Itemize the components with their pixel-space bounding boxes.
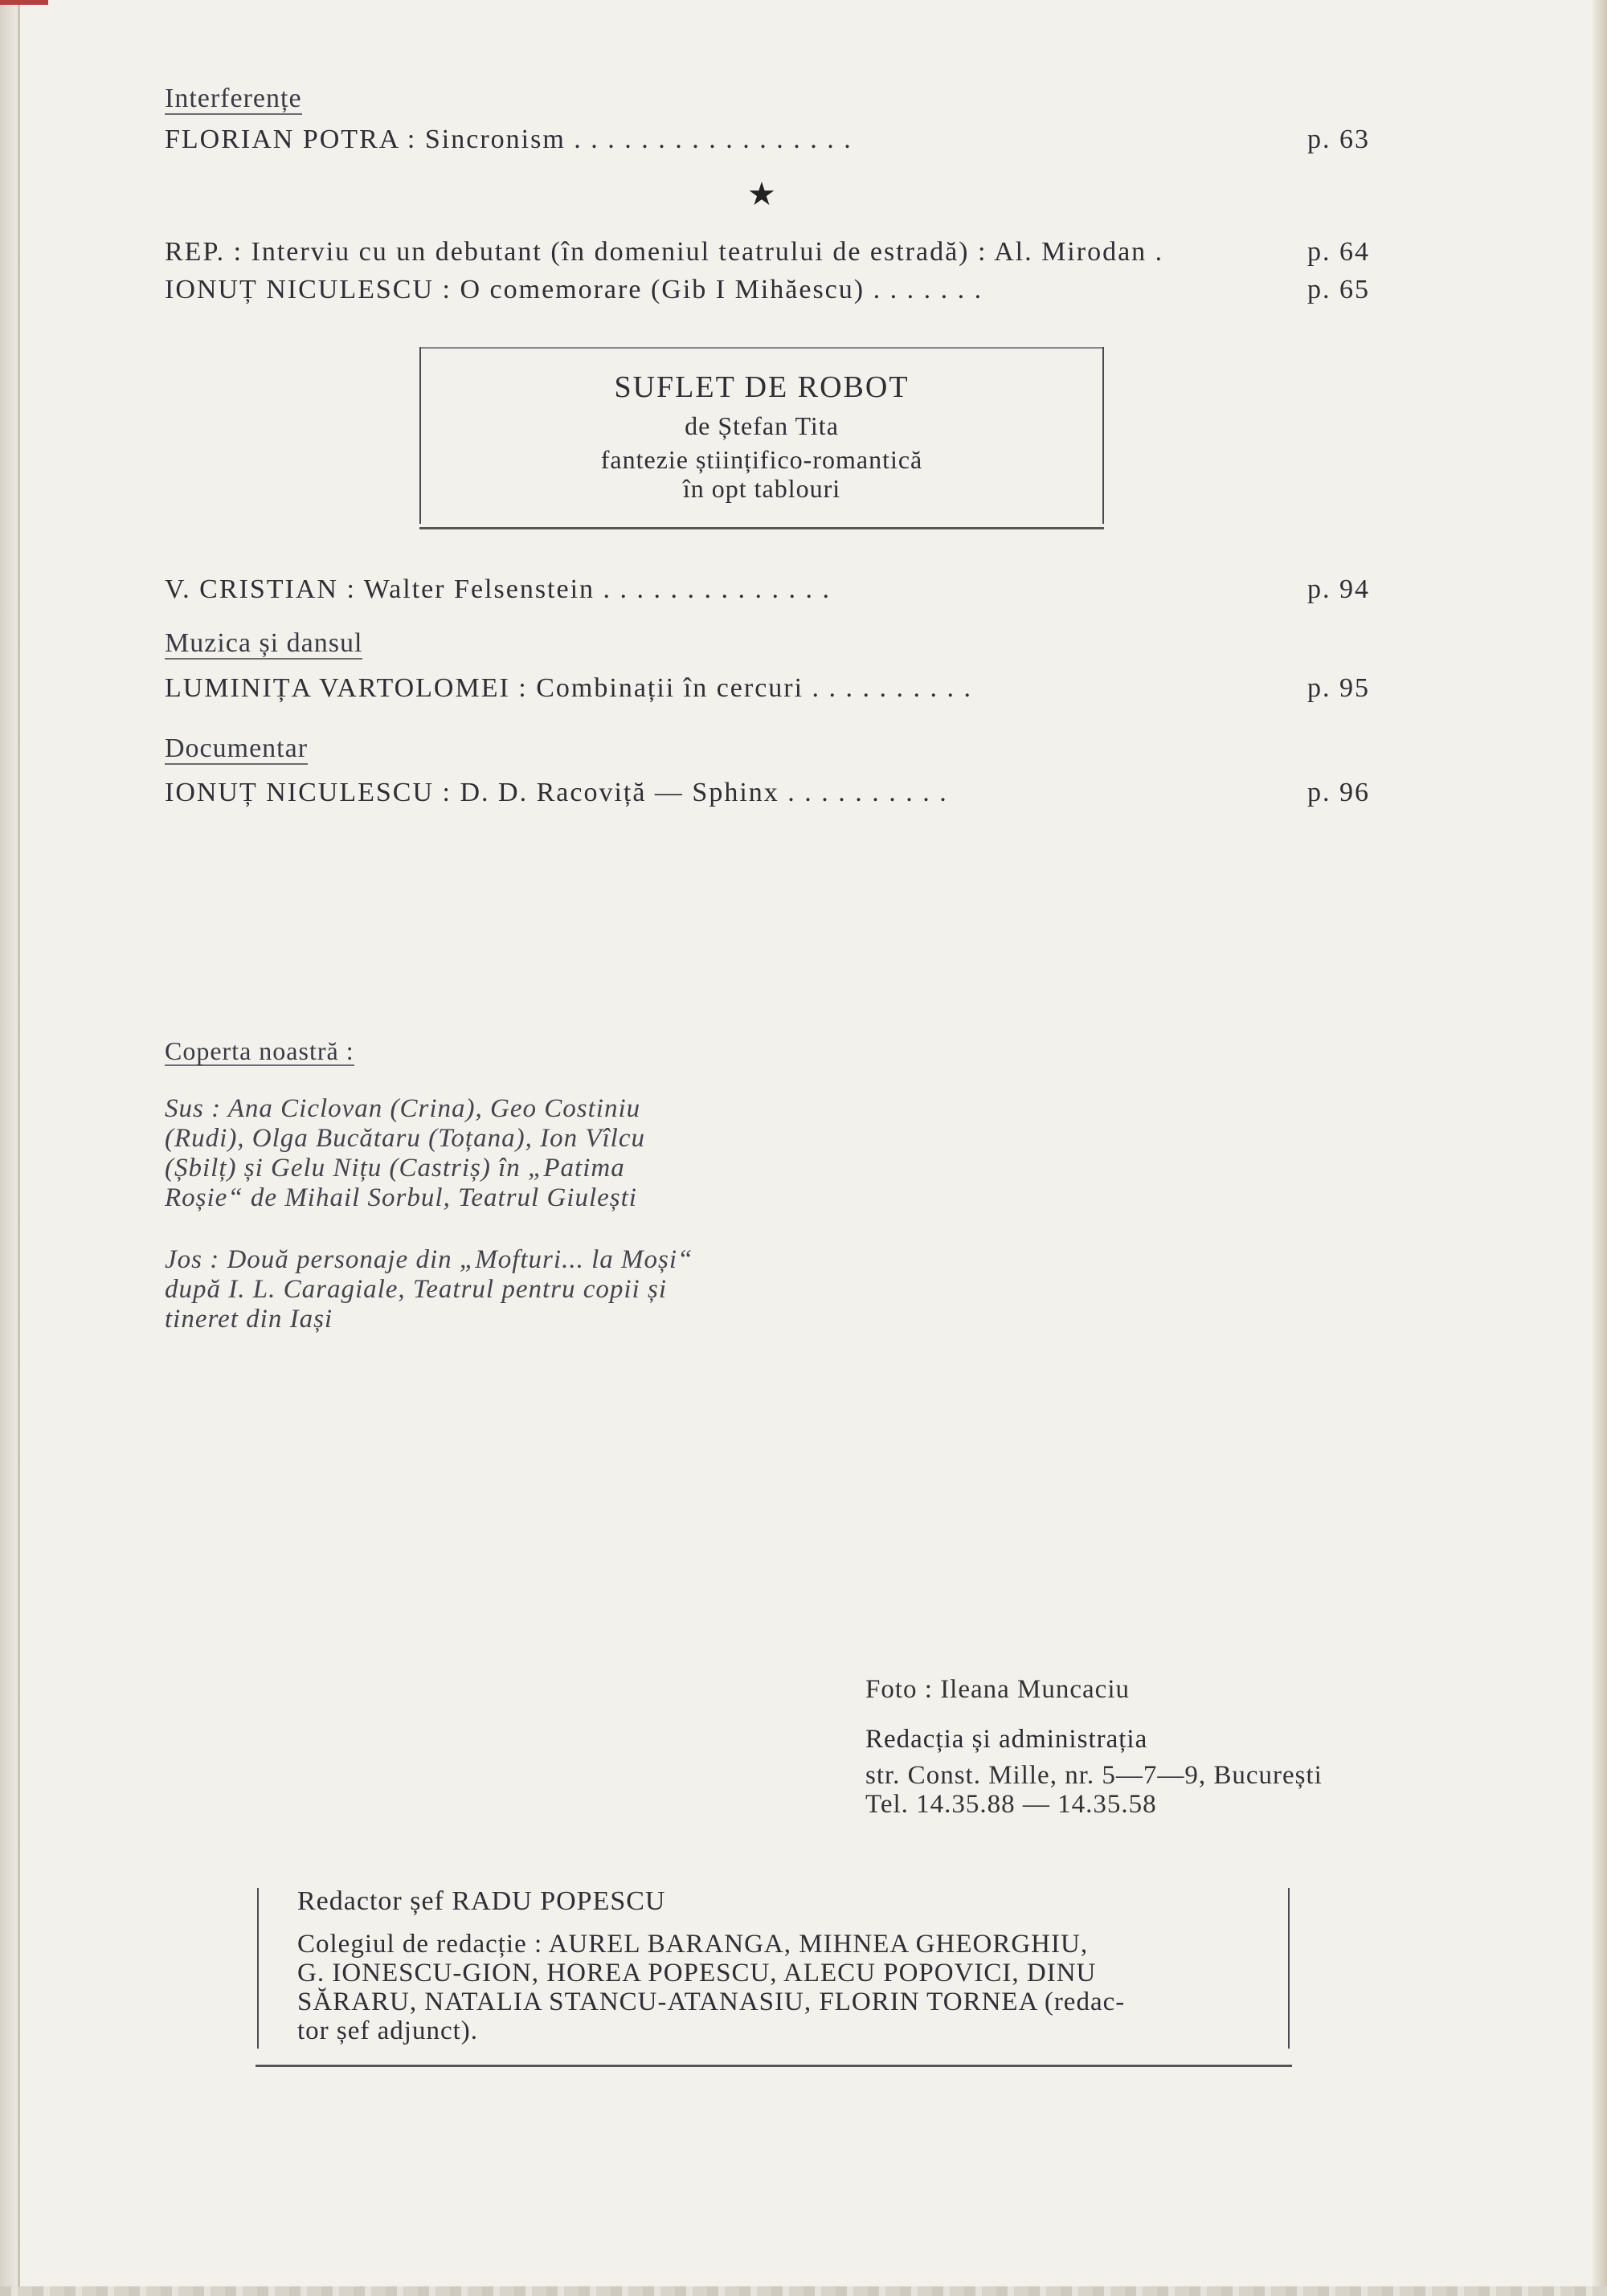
toc-entry-page: p. 64 bbox=[1307, 237, 1370, 267]
cover-note-top bbox=[165, 1094, 783, 1213]
toc-entry[interactable] bbox=[165, 574, 1370, 610]
toc-entry[interactable] bbox=[165, 673, 1370, 709]
toc-entry-text: REP. : Interviu cu un debutant (în domeniul teatrului de estradă) : Al. Mirodan . bbox=[165, 237, 1164, 267]
toc-entry-text: IONUȚ NICULESCU : D. D. Racoviță — Sphinx . . . . . . . . . . bbox=[165, 778, 948, 807]
section-label-muzica: Muzica și dansul bbox=[165, 628, 363, 658]
cover-note-label: Coperta noastră : bbox=[165, 1036, 354, 1065]
editorial-board-line: SĂRARU, NATALIA STANCU-ATANASIU, FLORIN TORNEA (redac- bbox=[297, 1988, 1126, 2016]
section-label-interferente: Interferențe bbox=[165, 84, 302, 113]
cover-note-line: după I. L. Caragiale, Teatrul pentru copii și bbox=[165, 1275, 667, 1304]
star-separator-icon: ★ bbox=[747, 176, 776, 212]
feature-box-title: SUFLET DE ROBOT bbox=[614, 370, 910, 404]
editor-in-chief: Redactor șef RADU POPESCU bbox=[297, 1886, 666, 1916]
office-phone: Tel. 14.35.88 — 14.35.58 bbox=[865, 1790, 1157, 1819]
section-label-documentar: Documentar bbox=[165, 733, 309, 763]
office-address: str. Const. Mille, nr. 5—7—9, București bbox=[865, 1761, 1323, 1790]
page-right-edge bbox=[1593, 0, 1607, 2296]
cover-note-line: (Rudi), Olga Bucătaru (Toțana), Ion Vîlcu bbox=[165, 1124, 645, 1153]
toc-entry-page: p. 65 bbox=[1307, 275, 1370, 304]
toc-entry-text: IONUȚ NICULESCU : O comemorare (Gib I Mihăescu) . . . . . . . bbox=[165, 275, 983, 304]
editorial-board-line: G. IONESCU-GION, HOREA POPESCU, ALECU POPOVICI, DINU bbox=[297, 1959, 1097, 1988]
page-left-edge bbox=[0, 0, 18, 2296]
toc-entry[interactable] bbox=[165, 237, 1370, 272]
cover-note-bottom bbox=[165, 1245, 783, 1334]
cover-note-line: (Șbilț) și Gelu Nițu (Castriș) în „Patima bbox=[165, 1154, 625, 1183]
feature-box-bottom-rule bbox=[419, 527, 1104, 529]
toc-entry-text: V. CRISTIAN : Walter Felsenstein . . . . . . . . . . . . . . bbox=[165, 574, 832, 604]
toc-entry-text: LUMINIȚA VARTOLOMEI : Combinații în cercuri . . . . . . . . . . bbox=[165, 673, 973, 703]
toc-entry-page: p. 94 bbox=[1307, 574, 1370, 604]
cover-note-line: Roșie“ de Mihail Sorbul, Teatrul Giulești bbox=[165, 1183, 637, 1212]
toc-entry[interactable] bbox=[165, 125, 1370, 160]
toc-entry-text: FLORIAN POTRA : Sincronism . . . . . . . . . . . . . . . . . bbox=[165, 125, 853, 154]
toc-entry-page: p. 96 bbox=[1307, 778, 1370, 807]
cover-note-line: Sus : Ana Ciclovan (Crina), Geo Costiniu bbox=[165, 1094, 641, 1123]
feature-box-author: de Ștefan Tita bbox=[685, 411, 839, 440]
cover-note-line: Jos : Două personaje din „Mofturi... la Moși“ bbox=[165, 1245, 693, 1274]
page-fold-line bbox=[18, 0, 20, 2296]
editorial-board-line: tor șef adjunct). bbox=[297, 2016, 479, 2045]
feature-box-structure: în opt tablouri bbox=[682, 474, 841, 503]
photo-credit: Foto : Ileana Muncaciu bbox=[865, 1675, 1130, 1704]
feature-box-genre: fantezie științifico-romantică bbox=[600, 445, 923, 474]
page-corner-mark bbox=[0, 0, 48, 5]
page-bottom-edge bbox=[0, 2286, 1607, 2296]
cover-note-line: tineret din Iași bbox=[165, 1305, 333, 1334]
office-title: Redacția și administrația bbox=[865, 1725, 1148, 1754]
toc-entry[interactable] bbox=[165, 275, 1370, 310]
editorial-box-bottom-rule bbox=[256, 2065, 1292, 2067]
feature-box bbox=[419, 347, 1104, 524]
toc-entry[interactable] bbox=[165, 778, 1370, 813]
editorial-board-line: Colegiul de redacție : AUREL BARANGA, MIHNEA GHEORGHIU, bbox=[297, 1930, 1089, 1959]
toc-entry-page: p. 63 bbox=[1307, 125, 1370, 154]
toc-entry-page: p. 95 bbox=[1307, 673, 1370, 703]
